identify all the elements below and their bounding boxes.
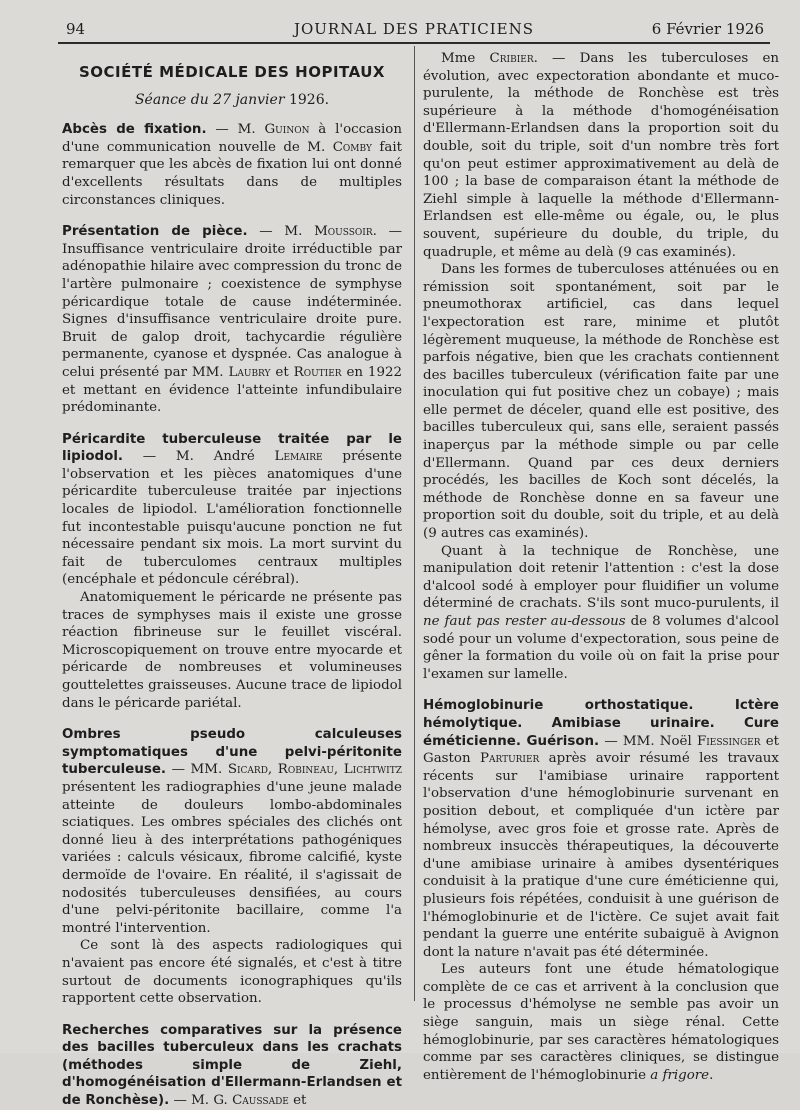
issue-date: 6 Février 1926 bbox=[651, 20, 764, 38]
paragraph: Ce sont là des aspects radiologiques qui n'avaient pas encore été signalés, et c'est à titre surtout de documents iconographiques qu'ils rapportent cette observation. bbox=[62, 938, 402, 1007]
article-hemoglobinurie: Hémoglobinurie orthostatique. Ictère hémolytique. Amibiase urinaire. Cure éméticienne. Guérison. — MM. Noël Fiessinger et Gaston Parturier après avoir résumé les travaux récents sur l'amibiase urinaire rapportent l'observation d'une hémoglobinurie survenant en position debout, et compliquée d'un ictère par hémolyse, avec gros foie et grosse rate. Après de nombreux insuccès thérapeutiques, la découverte d'une amibiase urinaire à amibes dysentériques conduisit à la pratique d'une cure éméticienne qui, plusieurs fois répétées, conduisit à une guérison de l'hémoglobinurie et de l'ictère. Ce sujet avait fait pendant la guerre une entérite subaiguë à Avignon dont la nature n'avait pas été déterminée. bbox=[423, 698, 780, 960]
running-header bbox=[58, 18, 770, 44]
article-title: Abcès de fixation. bbox=[62, 122, 207, 138]
article-title: Hémoglobinurie orthostatique. Ictère hémolytique. Amibiase urinaire. Cure éméticienne. Guérison. bbox=[423, 698, 779, 749]
paragraph: Mme Cribier. — Dans les tuberculoses en évolution, avec expectoration abondante et muco-purulente, la méthode de Ronchèse est très supérieure à la méthode d'homogénéisation d'Ellermann-Erlandsen dans la proportion soit du double, soit du triple, soit d'un nombre très fort qu'on peut estimer approximativement au delà de 100 ; la base de comparaison étant la méthode de Ziehl simple à laquelle la méthode d'Ellermann-Erlandsen est elle-même ou égale, ou, le plus souvent, supérieure du double, du triple, du quadruple, et même au delà (9 cas examinés). bbox=[423, 51, 780, 260]
article-title: Ombres pseudo calculeuses symptomatiques d'une pelvi-péritonite tuberculeuse. bbox=[62, 727, 402, 778]
article-recherches: Recherches comparatives sur la présence des bacilles tuberculeux dans les crachats (méthodes simple de Ziehl, d'homogénéisation d'Ellermann-Erlandsen et de Ronchèse). — M. G. Caussade et bbox=[62, 1022, 402, 1109]
paragraph: Dans les formes de tuberculoses atténuées ou en rémission soit spontanément, soit par le pneumothorax artificiel, cas dans lequel l'expectoration est rare, minime et plutôt légèrement muqueuse, la méthode de Ronchèse est parfois négative, bien que les crachats contiennent des bacilles tuberculeux (vérification faite par une inoculation qui fut positive chez un cobaye) ; mais elle permet de déceler, quand elle est positive, des bacilles tuberculeux qui, sans elle, seraient passés inaperçus par la méthode simple ou par celle d'Ellermann. Quand par ces deux derniers procédés, les bacilles de Koch sont décelés, la méthode de Ronchèse donne en sa faveur une proportion soit du double, soit du triple, et au delà (9 autres cas examinés). bbox=[423, 262, 779, 542]
article-title: Recherches comparatives sur la présence des bacilles tuberculeux dans les crachats (méthodes simple de Ziehl, d'homogénéisation d'Ellermann-Erlandsen et de Ronchèse). bbox=[62, 1022, 402, 1109]
paragraph: Quant à la technique de Ronchèse, une manipulation doit retenir l'attention : c'est la dose d'alcool sodé à employer pour fluidifier un volume déterminé de crachats. S'ils sont muco-purulents, il ne faut pas rester au-dessous de 8 volumes d'alcool sodé pour un volume d'expectoration, sous peine de gêner la formation du voile où on fait la prise pour l'examen sur lamelle. bbox=[423, 543, 779, 682]
column-divider bbox=[414, 46, 415, 1001]
paragraph: Les auteurs font une étude hématologique complète de ce cas et arrivent à la conclusion que le processus d'hémolyse ne semble pas avoir un siège sanguin, mais un siège rénal. Cette hémoglobinurie, par ses caractères hématologiques comme par ses caractères cliniques, se distingue entièrement de l'hémoglobinurie a frigore. bbox=[423, 962, 779, 1083]
journal-title: JOURNAL DES PRATICIENS bbox=[293, 20, 535, 38]
article-title: Présentation de pièce. bbox=[62, 224, 248, 240]
article-abces: Abcès de fixation. — M. Guinon à l'occasion d'une communication nouvelle de M. Comby fait remarquer que les abcès de fixation lui ont donné d'excellents résultats dans de multiples circonstances cliniques. bbox=[62, 122, 402, 208]
article-pericardite: Péricardite tuberculeuse traitée par le lipiodol. — M. André Lemaire présente l'observation et les pièces anatomiques d'une péricardite tuberculeuse traitée par injections locales de lipiodol. L'amélioration fonctionnelle fut incontestable puisqu'aucune ponction ne fut nécessaire pendant six mois. La mort survint du fait de tuberculomes centraux multiples (encéphale et pédoncule cérébral). bbox=[62, 431, 403, 588]
article-ombres: Ombres pseudo calculeuses symptomatiques d'une pelvi-péritonite tuberculeuse. — MM. Sicard, Robineau, Lichtwitz présentent les radiographies d'une jeune malade atteinte de douleurs lombo-abdominales sciatiques. Les ombres spéciales des clichés ont donné lieu à des interprétations pathogéniques variées : calculs vésicaux, fibrome calcifié, kyste dermoïde de l'ovaire. En réalité, il s'agissait de nodosités tuberculeuses densifiées, au cours d'une pelvi-péritonite bacillaire, comme l'a montré l'intervention. bbox=[62, 727, 402, 936]
session-date: Séance du 27 janvier 1926. bbox=[134, 91, 330, 108]
article-title: Péricardite tuberculeuse traitée par le lipiodol. bbox=[62, 431, 402, 465]
page-number: 94 bbox=[66, 20, 86, 38]
article-presentation: Présentation de pièce. — M. Moussoir. — Insuffisance ventriculaire droite irréductible par adénopathie hilaire avec compression du tronc de l'artère pulmonaire ; coexistence de symphyse péricardique totale de cause indéterminée. Signes d'insuffisance ventriculaire droite pure. Bruit de galop droit, tachycardie régulière permanente, cyanose et dyspnée. Cas analogue à celui présenté par MM. Laubry et Routier en 1922 et mettant en évidence l'atteinte infundibulaire prédominante. bbox=[62, 224, 402, 416]
right-column bbox=[423, 50, 779, 1084]
paragraph: Anatomiquement le péricarde ne présente pas traces de symphyses mais il existe une grosse réaction fibrineuse sur le feuillet viscéral. Microscopiquement on trouve entre myocarde et péricarde de nombreuses et volumineuses gouttelettes graisseuses. Aucune trace de lipiodol dans le péricarde pariétal. bbox=[62, 590, 402, 711]
left-column bbox=[62, 52, 402, 1110]
section-heading: SOCIÉTÉ MÉDICALE DES HOPITAUX bbox=[78, 63, 385, 81]
